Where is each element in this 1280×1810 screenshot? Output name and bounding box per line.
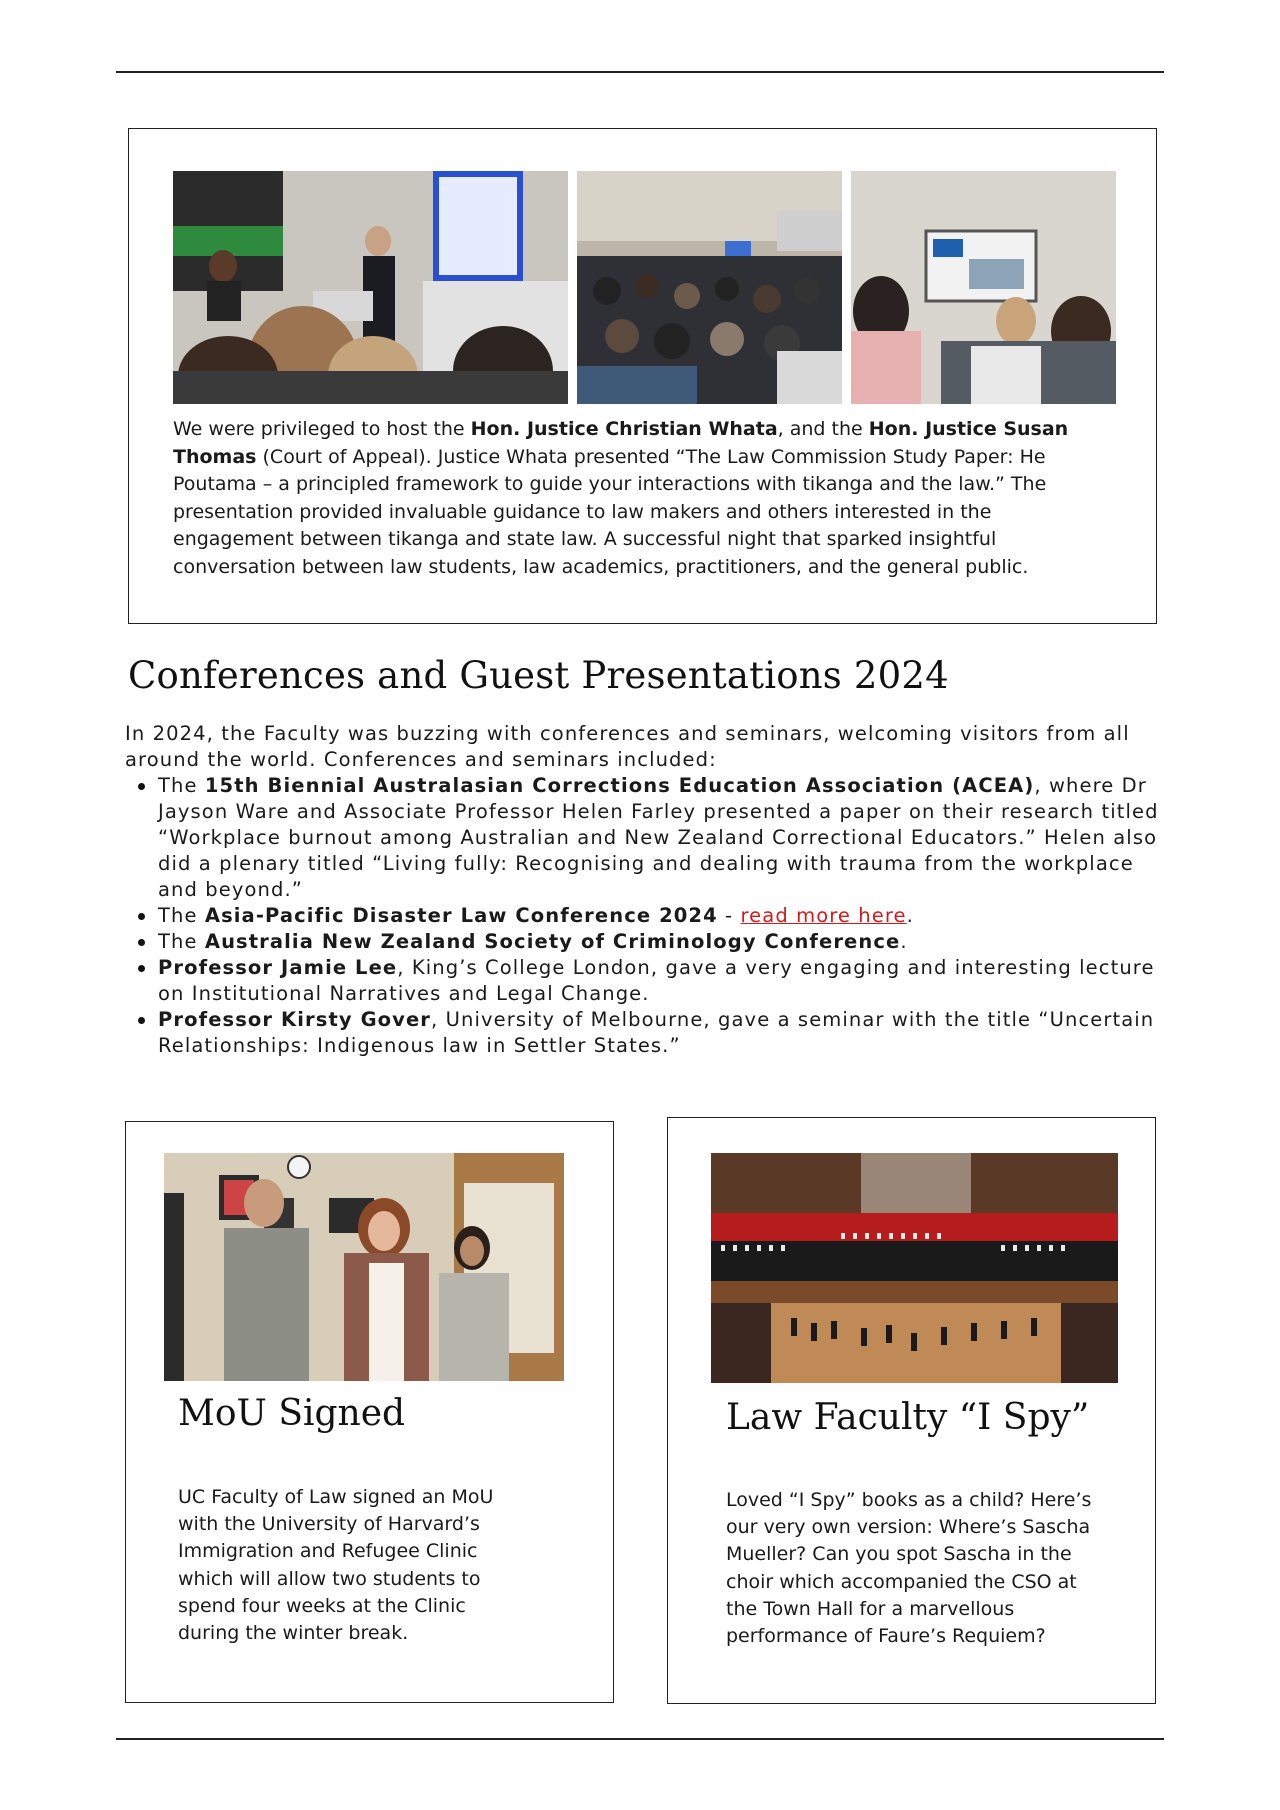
lecture-photo-speaker bbox=[173, 171, 568, 404]
item-text: , where Dr Jayson Ware and Associate Professor Helen Farley presented a paper on their research titled “Workplace burnout among Australian and New Zealand Correctional Educators.” Helen also did a plenary titled “Living fully: Recognising and dealing with trauma from the workplace and beyond.” bbox=[158, 774, 1159, 901]
ispy-photo bbox=[711, 1153, 1118, 1383]
item-prefix: The bbox=[158, 930, 205, 953]
caption-justice-whata: Hon. Justice Christian Whata bbox=[470, 418, 778, 440]
caption-and: , and the bbox=[777, 418, 869, 440]
mou-text: UC Faculty of Law signed an MoU with the University of Harvard’s Immigration and Refugee Clinic which will allow two students to spend four weeks at the Clinic during the winter break. bbox=[178, 1486, 494, 1645]
event-caption bbox=[173, 416, 1103, 581]
item-text: . bbox=[900, 930, 908, 953]
bottom-rule bbox=[116, 1738, 1164, 1740]
section-title-conferences: Conferences and Guest Presentations 2024 bbox=[128, 654, 949, 697]
list-item bbox=[125, 773, 1170, 903]
item-bold-jamie-lee: Professor Jamie Lee bbox=[158, 956, 398, 979]
list-item bbox=[125, 903, 1170, 929]
item-text: , King’s College London, gave a very engaging and interesting lecture on Institutional Narratives and Legal Change. bbox=[158, 956, 1155, 1005]
read-more-link[interactable]: read more here bbox=[740, 904, 907, 927]
list-item bbox=[125, 1007, 1170, 1059]
item-bold-acea: 15th Biennial Australasian Corrections Education Association (ACEA) bbox=[204, 774, 1035, 797]
item-text: , University of Melbourne, gave a seminar with the title “Uncertain Relationships: Indigenous law in Settler States.” bbox=[158, 1008, 1155, 1057]
item-text: - bbox=[717, 904, 741, 927]
top-rule bbox=[116, 71, 1164, 73]
ispy-title: Law Faculty “I Spy” bbox=[726, 1397, 1090, 1438]
lecture-photo-audience bbox=[577, 171, 842, 404]
ispy-text: Loved “I Spy” books as a child? Here’s our very own version: Where’s Sascha Mueller? Can you spot Sascha in the choir which accompanied the CSO at the Town Hall for a marvellous performance of Faure’s Requiem? bbox=[726, 1489, 1092, 1648]
item-bold-criminology: Australia New Zealand Society of Criminology Conference bbox=[204, 930, 901, 953]
conferences-intro: In 2024, the Faculty was buzzing with conferences and seminars, welcoming visitors from all around the world. Conferences and seminars included: bbox=[125, 722, 1130, 771]
item-bold-kirsty-gover: Professor Kirsty Gover bbox=[158, 1008, 432, 1031]
item-prefix: The bbox=[158, 904, 205, 927]
mou-title: MoU Signed bbox=[178, 1393, 406, 1434]
caption-rest: (Court of Appeal). Justice Whata presented “The Law Commission Study Paper: He Poutama – a principled framework to guide your interactions with tikanga and the law.” The presentation provided invaluable guidance to law makers and others interested in the engagement between tikanga and state law. A successful night that sparked insightful conversation between law students, law academics, practitioners, and the general public. bbox=[173, 445, 1047, 578]
item-bold-disaster-law: Asia-Pacific Disaster Law Conference 2024 bbox=[204, 904, 718, 927]
caption-intro: We were privileged to host the bbox=[173, 418, 471, 440]
lecture-photo-screen bbox=[851, 171, 1116, 404]
item-end: . bbox=[906, 904, 914, 927]
list-item bbox=[125, 929, 1170, 955]
conferences-list bbox=[125, 773, 1170, 1059]
list-item bbox=[125, 955, 1170, 1007]
item-prefix: The bbox=[158, 774, 205, 797]
mou-photo bbox=[164, 1153, 564, 1381]
caption-justice-thomas: Hon. Justice Susan Thomas bbox=[173, 418, 1069, 468]
